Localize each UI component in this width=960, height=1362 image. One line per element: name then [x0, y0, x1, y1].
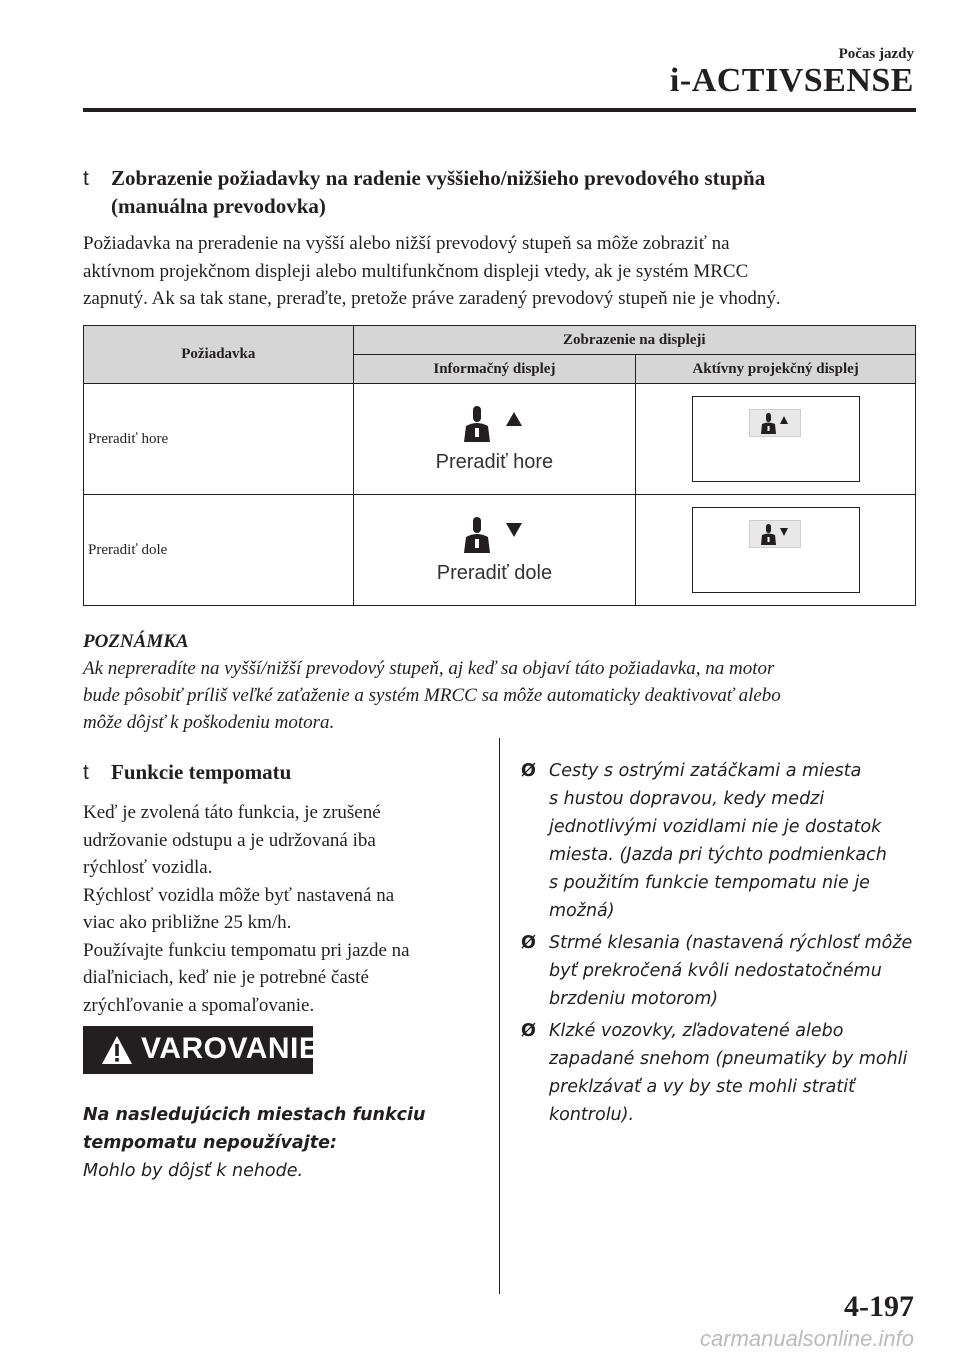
info-display-text: Preradiť hore: [435, 451, 554, 473]
list-line: možná): [549, 901, 615, 921]
list-line: brzdeniu motorom): [549, 989, 719, 1009]
info-display-cell: [353, 384, 636, 495]
info-display-cell: [353, 495, 636, 606]
watermark: carmanualsonline.info: [699, 1326, 914, 1351]
list-line: miesta. (Jazda pri týchto podmienkach: [549, 845, 887, 865]
list-line: Klzké vozovky, zľadovatené alebo: [549, 1021, 844, 1041]
list-line: jednotlivými vozidlami nie je dostatok: [549, 817, 882, 837]
shift-request-table: [83, 325, 916, 606]
column-divider: [499, 738, 500, 1294]
table-row: [84, 495, 916, 606]
page-number: 4-197: [844, 1290, 914, 1323]
list-line: s hustou dopravou, kedy medzi: [549, 789, 825, 809]
section-title-line1: Zobrazenie požiadavky na radenie vyššieho/nižšieho prevodového stupňa: [111, 166, 766, 190]
warning-badge: [83, 1026, 320, 1074]
section-title-line2: (manuálna prevodovka): [111, 194, 326, 218]
col-header-projection-display: Aktívny projekčný displej: [636, 355, 916, 384]
section2-body: [83, 799, 493, 1019]
warning-line: Mohlo by dôjsť k nehode.: [83, 1161, 304, 1181]
list-line: Strmé klesania (nastavená rýchlosť môže: [549, 933, 913, 953]
row-label: Preradiť hore: [84, 384, 354, 495]
body-line: rýchlosť vozidla.: [83, 857, 213, 878]
projection-display-frame: [692, 396, 860, 482]
projection-shift-up-icon: [749, 409, 801, 437]
body-line: Rýchlosť vozidla môže byť nastavená na: [83, 884, 395, 906]
section1-body: [83, 230, 923, 313]
gear-shift-up-icon: [458, 404, 530, 444]
row-label: Preradiť dole: [84, 495, 354, 606]
section-heading-shift-request: [83, 164, 913, 218]
body-line: diaľniciach, keď nie je potrebné časté: [83, 967, 369, 988]
arrow-marker-icon: Ø: [521, 933, 536, 953]
projection-display-cell: [636, 495, 916, 606]
list-item: [521, 1017, 931, 1129]
list-item: [521, 757, 931, 925]
body-line: Používajte funkciu tempomatu pri jazde na: [83, 939, 410, 961]
body-line: Požiadavka na preradenie na vyšší alebo nižší prevodový stupeň sa môže zobraziť na: [83, 233, 730, 254]
note-line: môže dôjsť k poškodeniu motora.: [83, 712, 335, 733]
header-rule: [83, 108, 916, 112]
table-row: [84, 384, 916, 495]
body-line: udržovanie odstupu a je udržovaná iba: [83, 829, 376, 851]
section-title: Funkcie tempomatu: [111, 760, 292, 784]
col-header-request: Požiadavka: [84, 326, 354, 384]
projection-display-cell: [636, 384, 916, 495]
warning-label: VAROVANIE: [141, 1032, 320, 1065]
note-line: bude pôsobiť príliš veľké zaťaženie a systém MRCC sa môže automaticky deaktivovať alebo: [83, 685, 781, 706]
col-header-info-display: Informačný displej: [353, 355, 636, 384]
note-block: [83, 628, 923, 736]
projection-shift-down-icon: [749, 520, 801, 548]
arrow-marker-icon: Ø: [521, 1021, 536, 1041]
arrow-marker-icon: Ø: [521, 761, 536, 781]
note-line: Ak nepreradíte na vyšší/nižší prevodový stupeň, aj keď sa objaví táto požiadavka, na motor: [83, 658, 775, 679]
list-line: byť prekročená kvôli nedostatočnému: [549, 961, 882, 981]
list-line: kontrolu).: [549, 1105, 635, 1125]
section-bullet: t: [83, 167, 89, 190]
list-line: preklzávať a vy by ste mohli stratiť: [549, 1077, 855, 1097]
warning-bold-line: Na nasledujúcich miestach funkciu: [83, 1105, 426, 1125]
body-line: zapnutý. Ak sa tak stane, preraďte, pretože práve zaradený prevodový stupeň nie je vhodný.: [83, 288, 781, 309]
body-line: aktívnom projekčnom displeji alebo multifunkčnom displeji vtedy, ak je systém MRCC: [83, 260, 749, 282]
note-title: POZNÁMKA: [83, 631, 189, 652]
list-line: Cesty s ostrými zatáčkami a miesta: [549, 761, 862, 781]
body-line: zrýchľovanie a spomaľovanie.: [83, 994, 315, 1016]
list-item: [521, 929, 931, 1013]
list-line: s použitím funkcie tempomatu nie je: [549, 873, 870, 893]
running-header-chapter: i-ACTIVSENSE: [669, 62, 914, 99]
warning-text: [83, 1101, 493, 1185]
body-line: viac ako približne 25 km/h.: [83, 912, 292, 933]
info-display-text: Preradiť dole: [436, 562, 553, 584]
list-line: zapadané snehom (pneumatiky by mohli: [549, 1049, 908, 1069]
warning-triangle-icon: [101, 1035, 133, 1065]
gear-shift-down-icon: [458, 515, 530, 555]
col-header-display: Zobrazenie na displeji: [353, 326, 915, 355]
section-bullet: t: [83, 761, 89, 784]
warning-bold-line: tempomatu nepoužívajte:: [83, 1133, 337, 1153]
running-header-section: Počas jazdy: [838, 46, 914, 62]
section-heading-cruise-control: [83, 758, 483, 787]
body-line: Keď je zvolená táto funkcia, je zrušené: [83, 802, 381, 823]
hazard-list: [521, 757, 931, 1129]
projection-display-frame: [692, 507, 860, 593]
